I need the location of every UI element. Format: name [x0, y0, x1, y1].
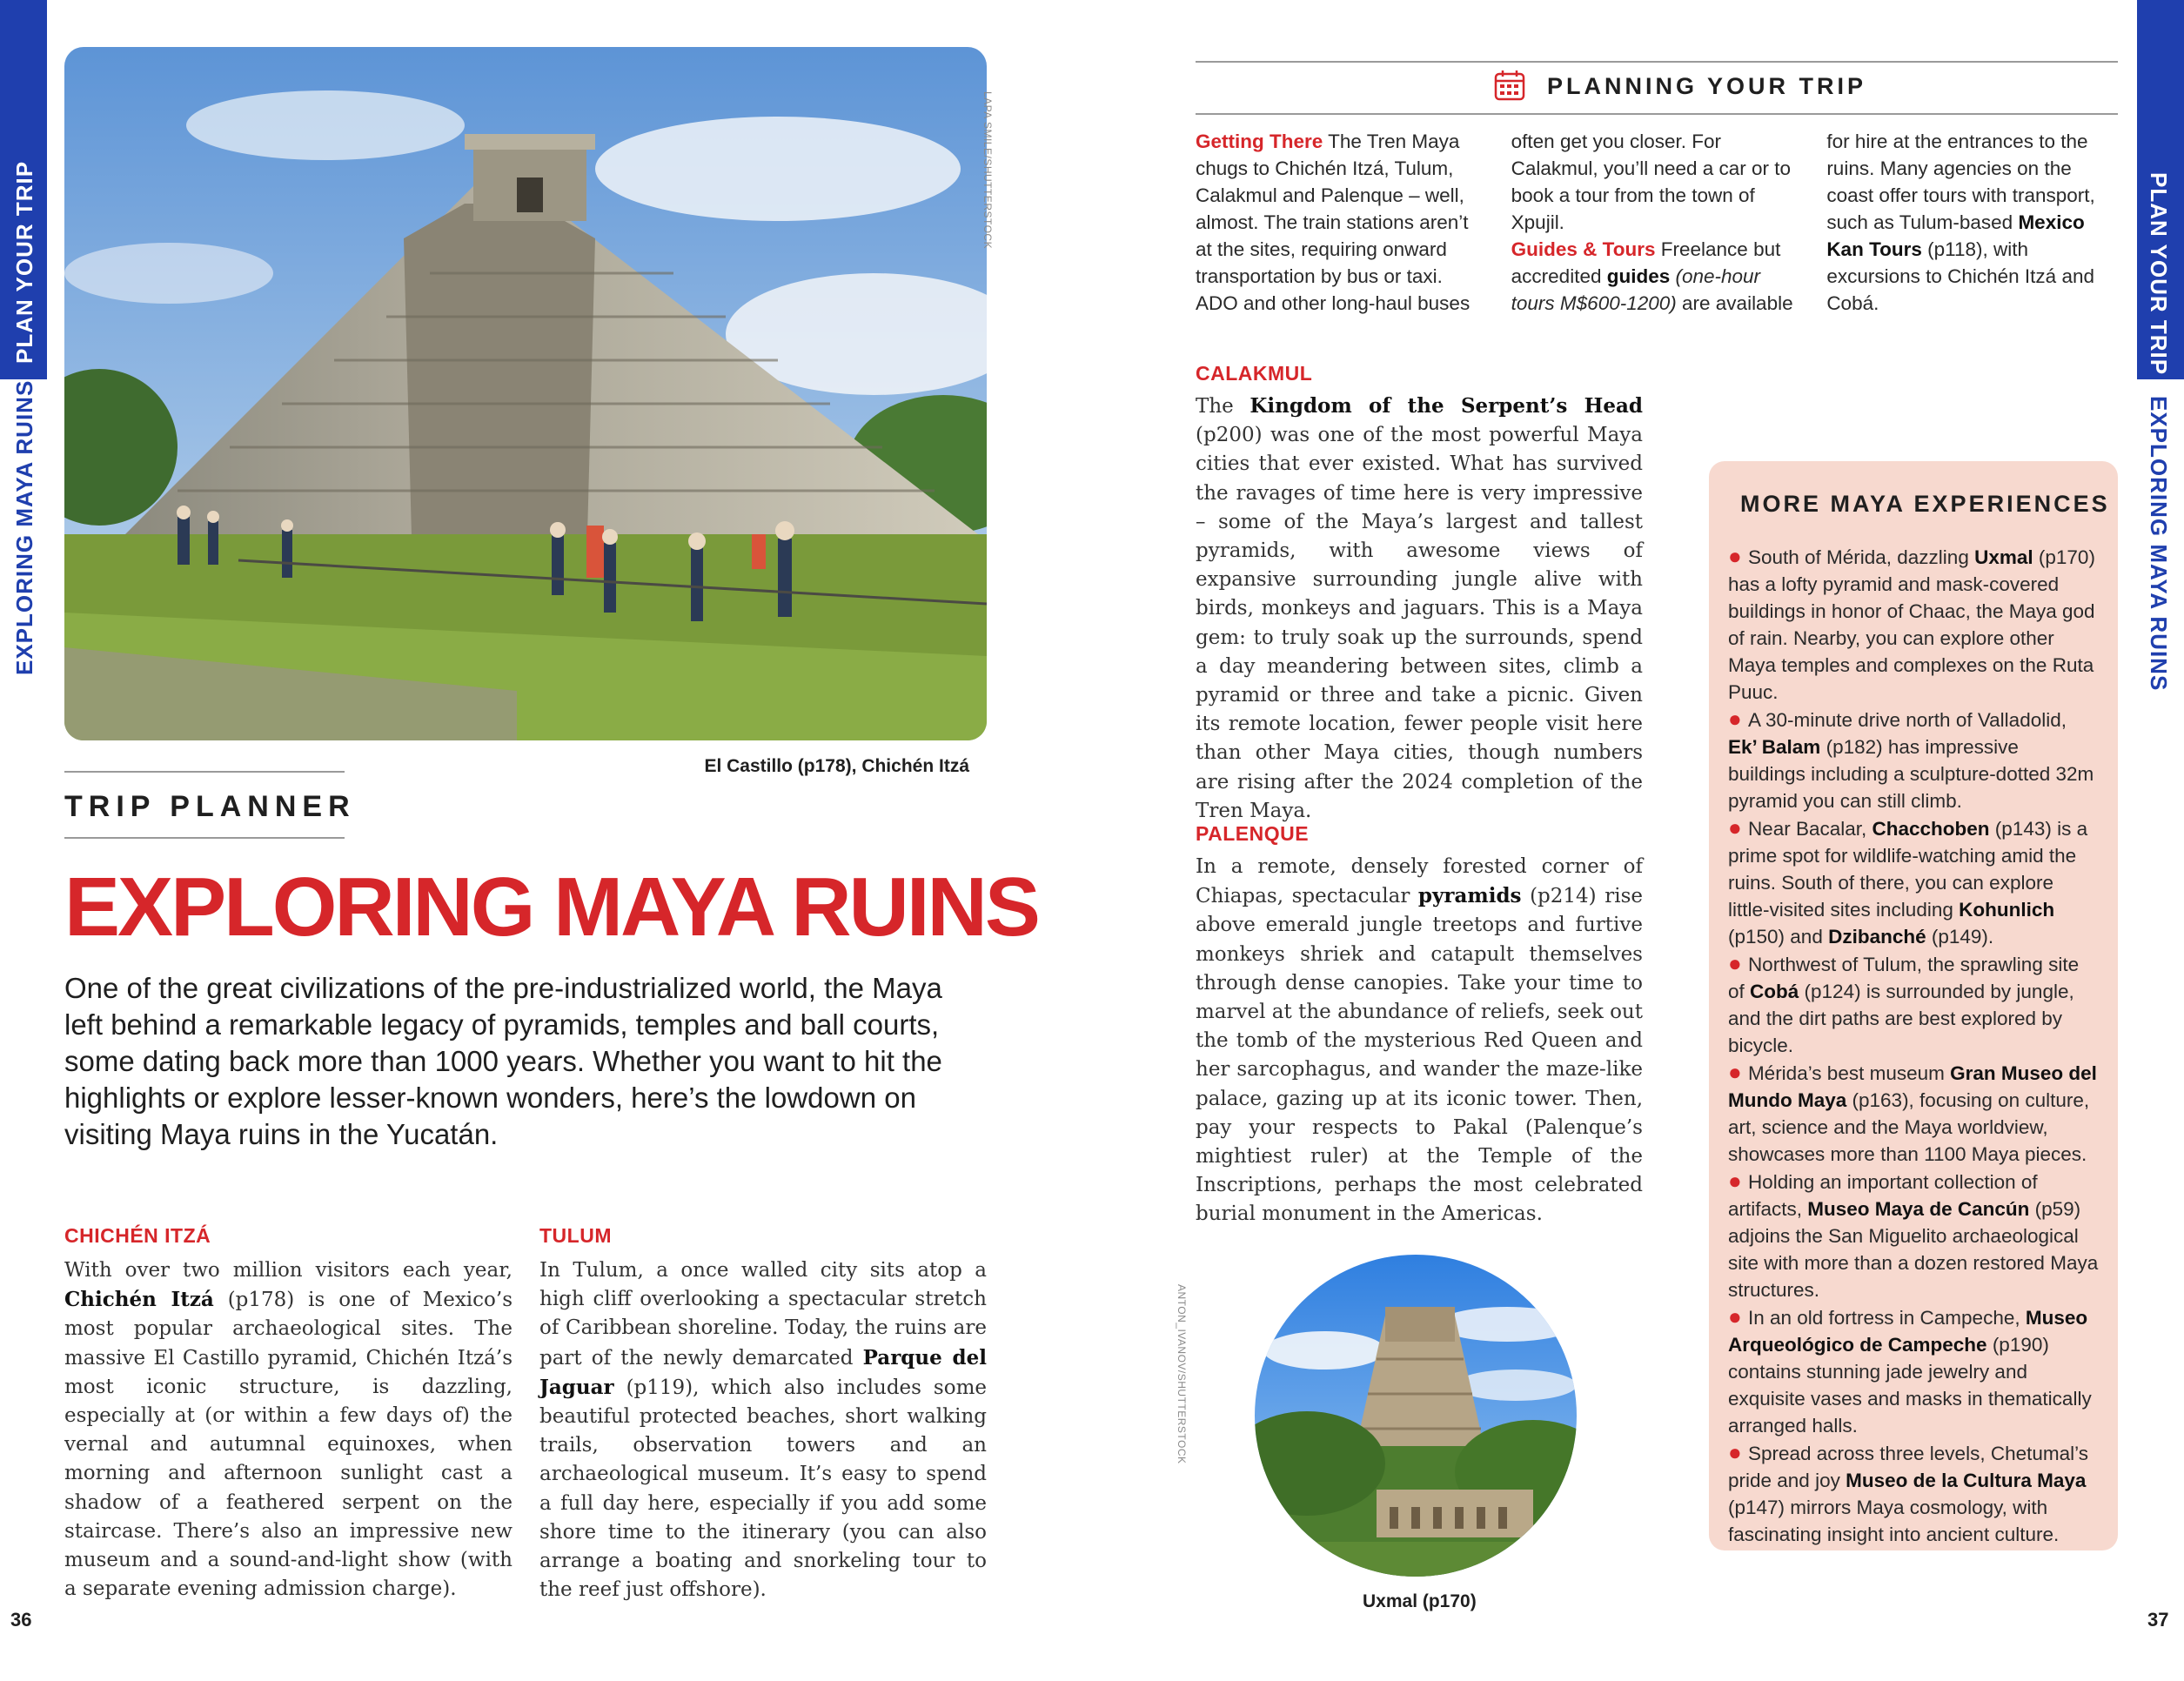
uxmal-photo [1255, 1255, 1577, 1577]
section-heading-palenque: PALENQUE [1196, 822, 1310, 845]
main-photo-caption: El Castillo (p178), Chichén Itzá [704, 756, 969, 776]
kicker: TRIP PLANNER [64, 790, 356, 823]
list-item: ● Holding an important collection of artifacts, Museo Maya de Cancún (p59) adjoins the San Miguelito archaeological site with more than a dozen restored Maya structures. [1728, 1168, 2099, 1301]
section-heading-tulum: TULUM [539, 1224, 612, 1247]
list-item: ● Spread across three levels, Chetumal’s pride and joy Museo de la Cultura Maya (p147) mirrors Maya cosmology, with fascinating insight into ancient culture. [1728, 1439, 2088, 1545]
page-number-right: 37 [2147, 1609, 2169, 1631]
list-item: ● In an old fortress in Campeche, Museo Arqueológico de Campeche (p190) contains stunning jade jewelry and exquisite vases and masks in thematically arranged halls. [1728, 1303, 2092, 1437]
section-body-calakmul: The Kingdom of the Serpent’s Head (p200) was one of the most powerful Maya cities that ever existed. What has survived the ravages of time here is very impressive – some of the Maya’s largest and tallest pyramids, with awesome views of expansive surrounding jungle alive with birds, monkeys and jaguars. This is a Maya gem: to truly soak up the surrounds, spend a day meandering between sites, climb a pyramid or three and take a picnic. Given its remote location, fewer people visit here than other Maya cities, though numbers are rising after the 2024 completion of the Tren Maya. [1196, 394, 1644, 822]
left-tab-section-label: EXPLORING MAYA RUINS [11, 379, 37, 675]
list-item: ● Northwest of Tulum, the sprawling site of Cobá (p124) is surrounded by jungle, and the dirt paths are best explored by bicycle. [1728, 950, 2080, 1056]
intro-paragraph: One of the great civilizations of the pre-industrialized world, the Maya left behind a remarkable legacy of pyramids, temples and ball courts, some dating back more than 1000 years. Whether you want to hit the highlights or explore lesser-known wonders, here’s the lowdown on visiting Maya ruins in the Yucatán. [64, 972, 942, 1150]
planning-title: PLANNING YOUR TRIP [1547, 73, 1867, 99]
section-heading-chichen-itza: CHICHÉN ITZÁ [64, 1224, 211, 1247]
planning-body: Getting There The Tren Maya chugs to Chichén Itzá, Tulum, Calakmul and Palenque – well, almost. The train stations aren’t at the sites, requiring onward transportation by bus or taxi. ADO and other long-haul buses often get you closer. For Calakmul, you’ll need a car or to book a tour from the town of Xpujil. Guides & Tours Freelance but accredited guides (one-hour tours M$600-1200) are available for hire at the entrances to the ruins. Many agencies on the coast offer tours with transport, such as Tulum-based Mexico Kan Tours (p118), with excursions to Chichén Itzá and Cobá. [1196, 131, 2095, 314]
el-castillo-photo [64, 47, 987, 740]
more-list [1728, 543, 2099, 1548]
section-body-tulum: In Tulum, a once walled city sits atop a high cliff overlooking a spectacular stretch of Caribbean shoreline. Today, the ruins are part of the newly demarcated Parque del Jaguar (p119), which also includes some beautiful protected beaches, short walking trails, observation towers and an archaeological museum. It’s easy to spend a full day here, especially if you add some shore time to the itinerary (you can also arrange a boating and snorkeling tour to the reef just offshore). [539, 1259, 987, 1602]
circle-photo-caption: Uxmal (p170) [1363, 1591, 1477, 1611]
planning-top-rule [1196, 61, 2118, 63]
right-tab-label: PLAN YOUR TRIP [2146, 172, 2172, 376]
list-item: ● South of Mérida, dazzling Uxmal (p170) has a lofty pyramid and mask-covered buildings in honor of Chaac, the Maya god of rain. Nearby, you can explore other Maya temples and complexes on the Ruta Puuc. [1728, 543, 2095, 703]
photo-credit-top: LAPA SMILE/SHUTTERSTOCK [981, 91, 994, 250]
page-number-left: 36 [10, 1609, 32, 1631]
section-body-palenque: In a remote, densely forested corner of Chiapas, spectacular pyramids (p214) rise above emerald jungle treetops and furtive monkeys shriek and catapult themselves through dense canopies. Take your time to marvel at the abundance of reliefs, seek out the tomb of the mysterious Red Queen and her sarcophagus, and wander the maze-like palace, gazing up at its iconic tower. Then, pay your respects to Pakal (Palenque’s mightiest ruler) at the Temple of the Inscriptions, perhaps the most celebrated burial monument in the Americas. [1196, 855, 1643, 1226]
calendar-icon [1494, 70, 1525, 101]
planning-bottom-rule [1196, 113, 2118, 115]
list-item: ● Mérida’s best museum Gran Museo del Mundo Maya (p163), focusing on culture, art, science and the Maya worldview, showcases more than 1100 Maya pieces. [1728, 1059, 2097, 1165]
kicker-bottom-rule [64, 837, 345, 839]
page-title: EXPLORING MAYA RUINS [64, 861, 1038, 954]
right-tab-section-label: EXPLORING MAYA RUINS [2146, 396, 2172, 692]
kicker-top-rule [64, 771, 345, 773]
more-title: MORE MAYA EXPERIENCES [1740, 491, 2110, 517]
photo-credit-circle: ANTON_IVANOV/SHUTTERSTOCK [1176, 1284, 1188, 1464]
list-item: ● Near Bacalar, Chacchoben (p143) is a prime spot for wildlife-watching amid the ruins. South of there, you can explore little-visited sites including Kohunlich (p150) and Dzibanché (p149). [1728, 814, 2088, 948]
section-heading-calakmul: CALAKMUL [1196, 362, 1313, 385]
section-body-chichen-itza: With over two million visitors each year, Chichén Itzá (p178) is one of Mexico’s most popular archaeological sites. The massive El Castillo pyramid, Chichén Itzá’s most iconic structure, is dazzling, especially at (or within a few days of) the vernal and autumnal equinoxes, when morning and afternoon sunlight cast a shadow of a feathered serpent on the staircase. There’s also an impressive new museum and a sound-and-light show (with a separate evening admission charge). [64, 1259, 513, 1601]
list-item: ● A 30-minute drive north of Valladolid, Ek’ Balam (p182) has impressive buildings including a sculpture-dotted 32m pyramid you can still climb. [1728, 706, 2094, 812]
left-tab-label: PLAN YOUR TRIP [11, 160, 37, 364]
